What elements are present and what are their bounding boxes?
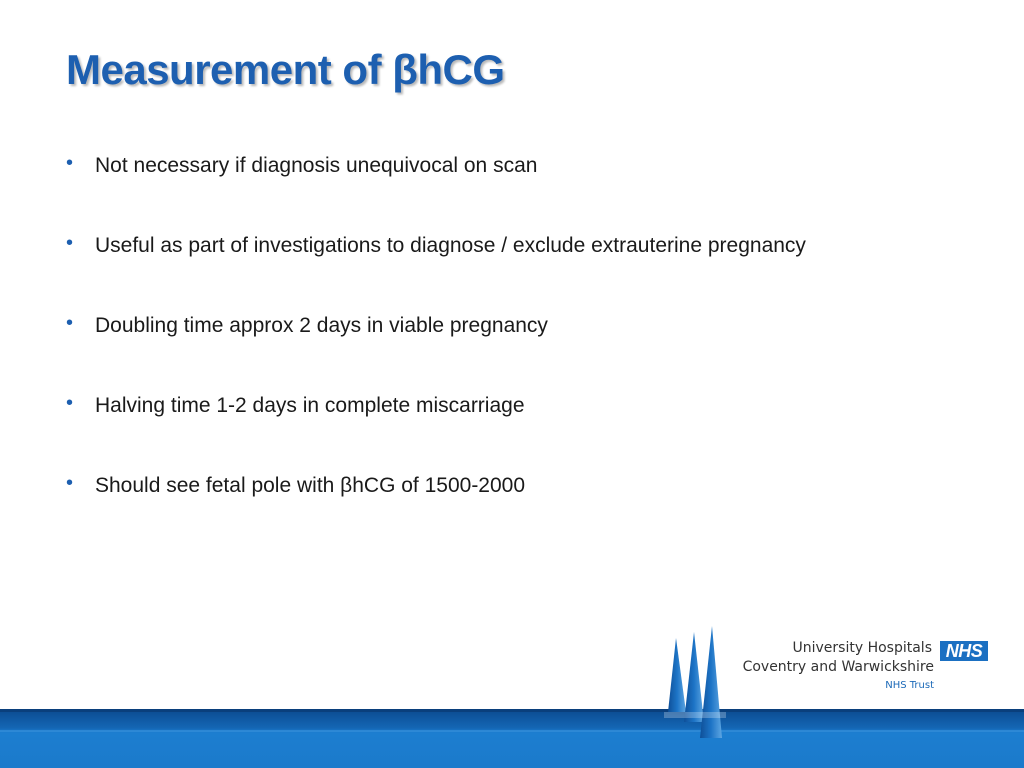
slide-title: Measurement of βhCG xyxy=(66,46,505,93)
bullet-text: Should see fetal pole with βhCG of 1500-2000 xyxy=(95,474,526,497)
nhs-badge: NHS xyxy=(940,641,988,661)
bullet-marker: • xyxy=(66,312,74,334)
bullet-text: Halving time 1-2 days in complete miscarriage xyxy=(95,394,525,417)
bullet-marker: • xyxy=(66,472,74,494)
bullet-text: Useful as part of investigations to diagnose / exclude extrauterine pregnancy xyxy=(95,234,806,257)
bullet-text: Not necessary if diagnosis unequivocal on scan xyxy=(95,154,538,177)
bullet-marker: • xyxy=(66,392,74,414)
bullet-marker: • xyxy=(66,232,74,254)
logo-org-region: Coventry and Warwickshire xyxy=(742,659,934,675)
bullet-text: Doubling time approx 2 days in viable pregnancy xyxy=(95,314,548,337)
logo-trust-label: NHS Trust xyxy=(885,680,934,691)
logo-org-name: University Hospitals xyxy=(792,640,932,656)
trust-logo xyxy=(700,640,992,696)
bullet-marker: • xyxy=(66,152,74,174)
